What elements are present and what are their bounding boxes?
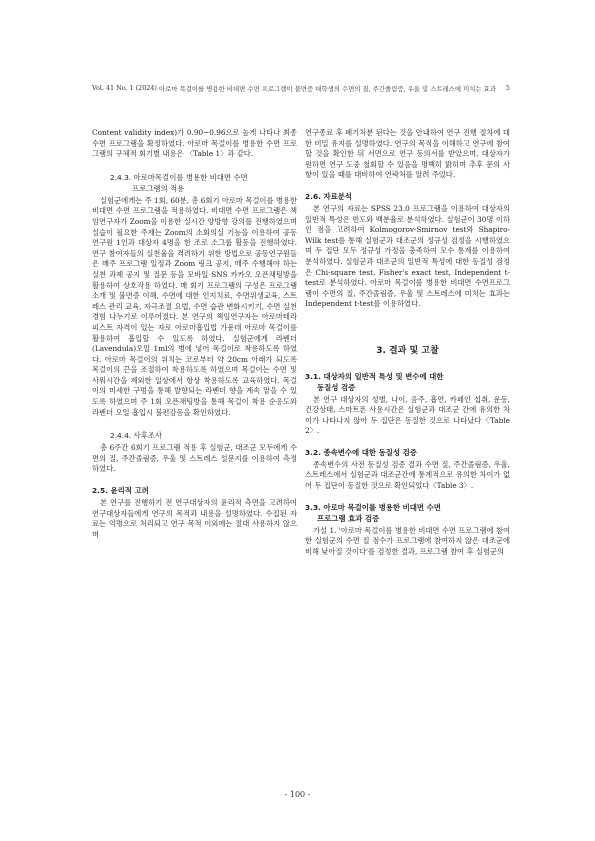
heading-line: 동질성 검증 xyxy=(317,382,356,392)
running-title: 아로마 목걸이를 병용한 비대면 수면 프로그램이 불면증 대학생의 수면의 질, 주간졸림증, 우울 및 스트레스에 미치는 효과 xyxy=(158,85,496,93)
section-heading-2-4-4: 2.4.4. 사후조사 xyxy=(110,431,163,441)
section-heading-3-2: 3.2. 종속변수에 대한 동질성 검증 xyxy=(305,447,417,457)
section-heading-3-3 xyxy=(305,502,510,524)
paragraph: 총 6주간 6회기 프로그램 적용 후 실험군, 대조군 모두에게 수면의 질, 주간졸림증, 우울 및 스트레스 설문지를 이용하여 측정하였다. xyxy=(92,443,297,474)
paragraph: 가설 1. '아로마 목걸이를 병용한 비대면 수면 프로그램에 참여한 실험군의 수면 질 점수가 프로그램에 참여하지 않은 대조군에 비해 낮아질 것이다'를 검정한 결과, 프로그램 참여 후 실험군의 xyxy=(305,525,510,556)
paragraph: Content validity index)가 0.90~0.96으로 높게 나타나 최종 수면 프로그램을 확정하였다. 아로마 목걸이를 병용한 수면 프로그램의 구체적 회기별 내용은 〈Table 1〉과 같다. xyxy=(92,128,297,159)
left-column xyxy=(92,128,297,540)
section-heading-3-1 xyxy=(305,371,510,393)
section-heading-2-4-3 xyxy=(92,172,297,194)
header-page-number: 5 xyxy=(505,84,510,92)
heading-line: 프로그램 효과 검증 xyxy=(317,513,380,523)
section-title-3: 3. 결과 및 고찰 xyxy=(376,345,439,356)
paragraph: 본 연구 대상자의 성별, 나이, 음주, 흡연, 카페인 섭취, 운동, 건강상태, 스마트폰 사용시간은 실험군과 대조군 간에 유의한 차이가 나타나지 않아 두 집단은 동질한 것으로 나타났다〈Table 2〉. xyxy=(305,394,510,436)
running-header xyxy=(92,84,510,96)
journal-volume: Vol. 41 No. 1 (2024) xyxy=(92,84,157,92)
paragraph: 실험군에게는 주 1회, 60분, 총 6회기 아로마 목걸이를 병용한 비대면 수면 프로그램을 적용하였다. 비대면 수면 프로그램은 책임연구자가 Zoom을 이용한 실시간 양방향 강의를 진행하였으며 실습이 필요한 주제는 Zoom의 소회의실 기능을 이용하여 공동연구원 1인과 대상자 4명을 한 조로 소그룹 활동을 진행하였다. 연구 참여자들의 실천율을 격려하기 위한 방법으로 공동연구원들은 매주 프로그램 일정과 Zoom 링크 공지, 매주 수행해야 하는 실천 과제 공지 및 질문 등을 모바일 SNS 카카오 오픈채팅방을 활용하여 상호작용 하였다. 매 회기 프로그램의 구성은 프로그램 소개 및 불면증 이해, 수면에 대한 인지치료, 수면위생교육, 스트레스 관리 교육, 자극조절 요법, 수면 습관 변화시키기, 수면 실천 경험 나누기로 이루어졌다. 본 연구의 책임연구자는 아로마테라피스트 자격이 있는 자로 아로마흡입법 가운데 아로마 목걸이를 활용하여 흡입할 수 있도록 하였다. 실험군에게 라벤더(Lavendula)오일 1ml의 병에 넣어 목걸이로 착용하도록 하였다. 아로마 목걸이의 위치는 코로부터 약 20cm 아래가 되도록 목걸이의 끈을 조절하여 착용하도록 하였으며 목걸이는 수면 및 사워시간을 제외한 일상에서 항상 착용하도록 교육하였다. 목걸이의 미세한 구멍을 통해 발향되는 라벤더 향을 계속 맡을 수 있도록 하였으며 주 1회 오픈채팅방을 통해 목걸이 착용 순응도와 라벤더 오일 흡입시 불편감등을 확인하였다. xyxy=(92,195,297,417)
heading-line: 3.1. 대상자의 일반적 특성 및 변수에 대한 xyxy=(305,371,444,381)
paragraph: 본 연구의 자료는 SPSS 23.0 프로그램을 이용하여 대상자의 일반적 특성은 빈도와 백분율로 분석하였다. 실험군이 30명 이하인 점을 고려하여 Kolmogorov-Smirnov test와 Shapiro-Wilk test를 통해 실험군과 대조군의 정규성 검정을 시행하였으며 두 집단 모두 정규성 가정을 충족하여 모수 통계를 이용하여 분석하였다. 실험군과 대조군의 일반적 특성에 대한 동질성 검정은 Chi-square test, Fisher's exact test, Independent t-test로 분석하였다. 아로마 목걸이를 병용한 비대면 수면프로그램이 수면의 질, 주간졸림증, 우울 및 스트레스에 미치는 효과는 Independent t-test를 이용하였다. xyxy=(305,203,510,309)
section-heading-2-5: 2.5. 윤리적 고려 xyxy=(92,486,149,496)
heading-line: 2.4.3. 아로마목걸이를 병용한 비대면 수면 xyxy=(110,172,248,182)
right-column xyxy=(305,128,510,557)
page-footer-number: - 100 - xyxy=(284,790,311,799)
paragraph: 본 연구를 진행하기 전 연구대상자의 윤리적 측면을 고려하여 연구대상자들에게 연구의 목적과 내용을 설명하였다. 수집된 자료는 익명으로 처리되고 연구 목적 이외에는 절대 사용하지 않으며 xyxy=(92,498,297,539)
section-heading-2-6: 2.6. 자료분석 xyxy=(305,191,353,201)
heading-line: 프로그램의 적용 xyxy=(132,183,185,193)
paragraph: 종속변수의 사전 동질성 검증 결과 수면 질, 주간졸림증, 우울, 스트레스에서 실험군과 대조군간에 통계적으로 유의한 차이가 없어 두 집단이 동질한 것으로 확인되었다〈Table 3〉. xyxy=(305,459,510,491)
paragraph: 연구종료 후 폐기처분 된다는 것을 안내하여 연구 진행 절차에 대한 비밀 유지를 설명하였다. 연구의 목적을 이해하고 연구에 참여할 것을 확인한 뒤 서면으로 연구 동의서를 받았으며, 대상자가 원하면 연구 도중 철회할 수 있음을 명백히 밝히며 추후 문의 사항이 있을 때를 대비하여 연락처를 알려 주었다. xyxy=(305,128,510,180)
heading-line: 3.3. 아로마 목걸이를 병용한 비대면 수면 xyxy=(305,502,441,512)
